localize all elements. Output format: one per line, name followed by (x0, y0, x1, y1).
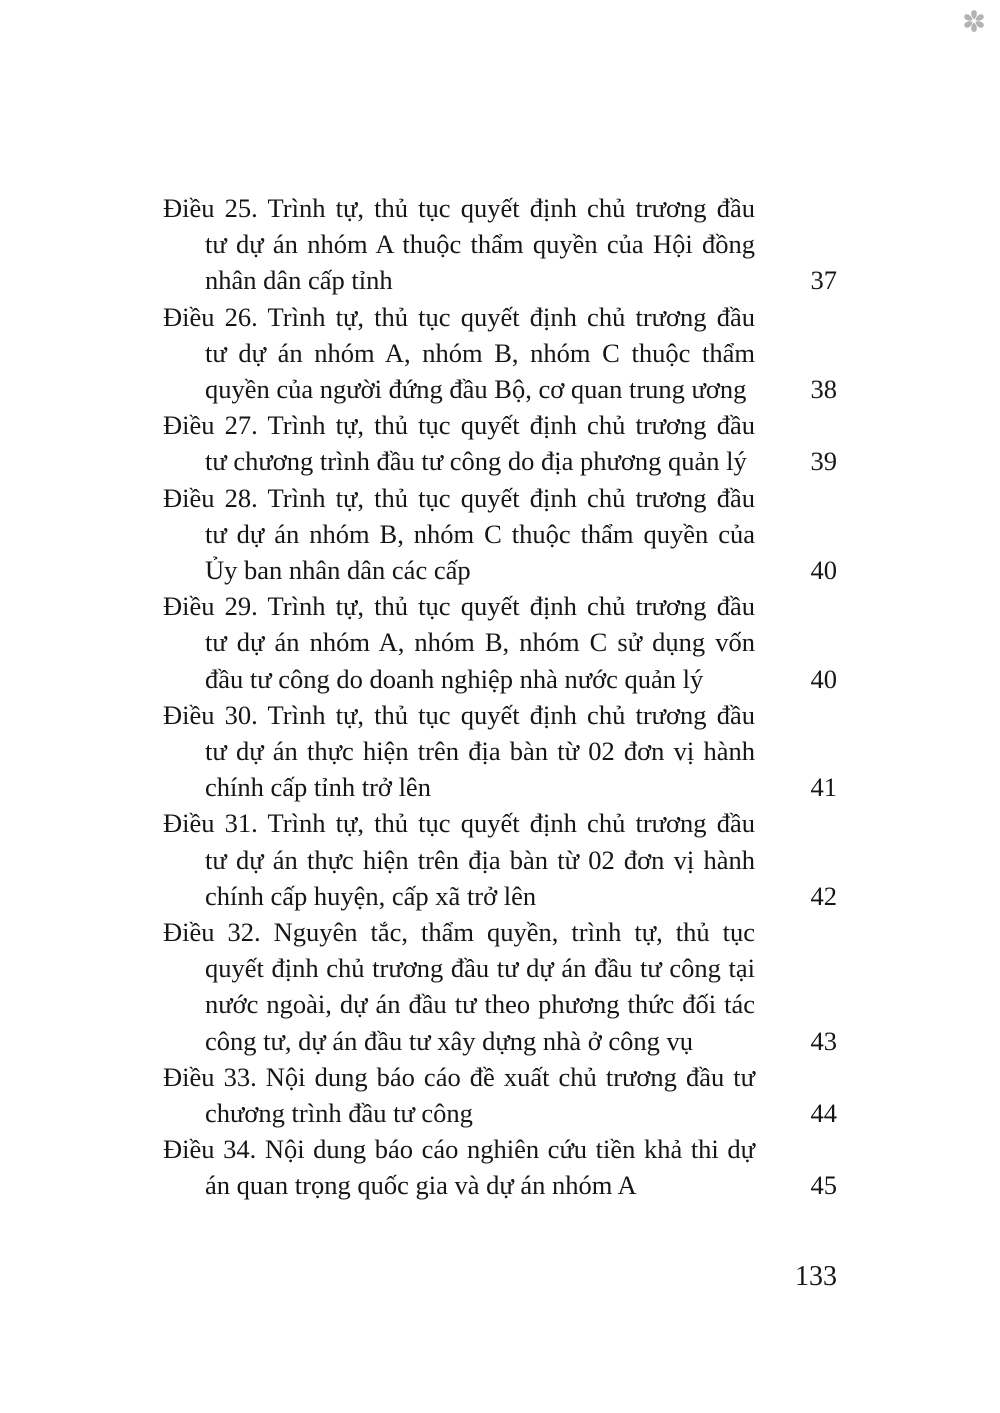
toc-page-number: 40 (810, 555, 837, 586)
toc-entry (163, 299, 837, 408)
toc-page-number: 40 (810, 663, 837, 694)
toc-list (163, 190, 837, 1204)
article-label: Điều 30. (163, 699, 258, 730)
toc-line: chính cấp huyện, cấp xã trở lên (205, 880, 537, 911)
toc-line: quyết định chủ trương đầu tư dự án đầu tư công tại (205, 953, 755, 984)
toc-line: Điều 29. Trình tự, thủ tục quyết định chủ trương đầu (163, 591, 755, 622)
toc-entry (163, 1059, 837, 1131)
toc-entry (163, 697, 837, 806)
toc-page-number: 44 (810, 1098, 837, 1129)
toc-line: nước ngoài, dự án đầu tư theo phương thức đối tác (205, 989, 755, 1020)
toc-entry (163, 805, 837, 914)
toc-line: tư dự án nhóm A, nhóm B, nhóm C thuộc thẩm (205, 337, 755, 368)
toc-line: quyền của người đứng đầu Bộ, cơ quan trung ương (205, 374, 747, 405)
article-label: Điều 34. (163, 1134, 257, 1165)
toc-line: Điều 27. Trình tự, thủ tục quyết định chủ trương đầu (163, 410, 755, 441)
toc-line: Điều 34. Nội dung báo cáo nghiên cứu tiền khả thi dự (163, 1134, 756, 1165)
toc-line: Điều 32. Nguyên tắc, thẩm quyền, trình tự, thủ tục (163, 917, 755, 948)
toc-line: Ủy ban nhân dân các cấp (205, 555, 471, 586)
toc-entry (163, 914, 837, 1059)
article-label: Điều 33. (163, 1061, 257, 1092)
toc-line: tư dự án nhóm A thuộc thẩm quyền của Hội đồng (205, 229, 755, 260)
article-label: Điều 25. (163, 193, 258, 223)
toc-entry (163, 190, 837, 299)
toc-page-number: 39 (810, 446, 837, 477)
page-number: 133 (795, 1261, 837, 1292)
article-label: Điều 27. (163, 410, 258, 441)
toc-page-number: 45 (810, 1170, 837, 1201)
article-label: Điều 29. (163, 591, 258, 622)
toc-line: công tư, dự án đầu tư xây dựng nhà ở công vụ (205, 1025, 694, 1056)
toc-line: chính cấp tỉnh trở lên (205, 772, 431, 803)
toc-line: tư dự án nhóm B, nhóm C thuộc thẩm quyền của (205, 518, 755, 549)
toc-page-number: 37 (810, 265, 837, 296)
toc-line: Điều 30. Trình tự, thủ tục quyết định chủ trương đầu (163, 699, 755, 730)
toc-line: tư chương trình đầu tư công do địa phương quản lý (205, 446, 747, 477)
article-label: Điều 26. (163, 301, 258, 332)
toc-line: tư dự án thực hiện trên địa bàn từ 02 đơn vị hành (205, 844, 755, 875)
toc-page-number: 43 (810, 1025, 837, 1056)
toc-line: tư dự án nhóm A, nhóm B, nhóm C sử dụng vốn (205, 627, 755, 658)
toc-entry (163, 407, 837, 479)
toc-line: Điều 31. Trình tự, thủ tục quyết định chủ trương đầu (163, 808, 755, 839)
toc-line: án quan trọng quốc gia và dự án nhóm A (205, 1170, 637, 1201)
toc-line: chương trình đầu tư công (205, 1098, 473, 1129)
toc-line: nhân dân cấp tỉnh (205, 265, 393, 296)
toc-line: Điều 28. Trình tự, thủ tục quyết định chủ trương đầu (163, 482, 755, 513)
toc-entry (163, 588, 837, 697)
toc-line: Điều 25. Trình tự, thủ tục quyết định chủ trương đầu (163, 193, 755, 223)
article-label: Điều 28. (163, 482, 258, 513)
flower-ornament-icon (960, 7, 988, 35)
toc-line: Điều 33. Nội dung báo cáo đề xuất chủ trương đầu tư (163, 1061, 755, 1092)
toc-entry (163, 480, 837, 589)
article-label: Điều 31. (163, 808, 258, 839)
toc-line: đầu tư công do doanh nghiệp nhà nước quản lý (205, 663, 704, 694)
toc-page-number: 41 (810, 772, 837, 803)
toc-entry (163, 1131, 837, 1203)
toc-line: tư dự án thực hiện trên địa bàn từ 02 đơn vị hành (205, 736, 755, 767)
toc-line: Điều 26. Trình tự, thủ tục quyết định chủ trương đầu (163, 301, 755, 332)
toc-page-number: 42 (810, 880, 837, 911)
toc-page-number: 38 (810, 374, 837, 405)
article-label: Điều 32. (163, 917, 261, 948)
